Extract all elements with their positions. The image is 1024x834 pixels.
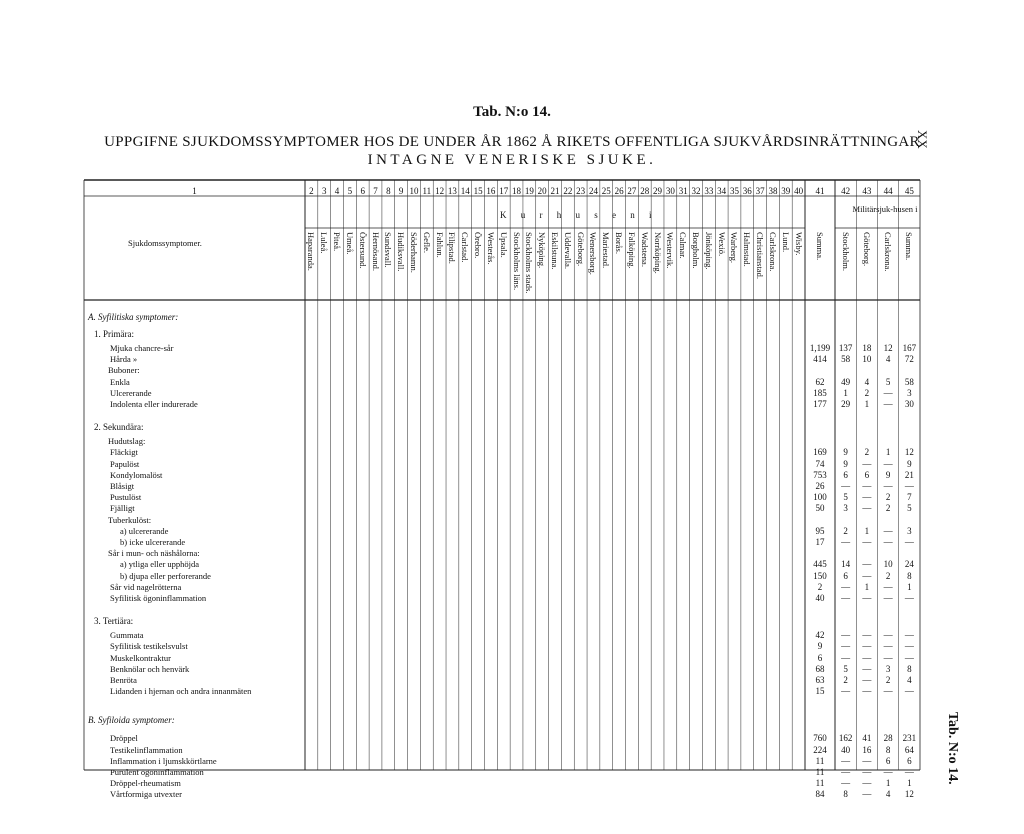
military-value: 6	[907, 755, 912, 766]
row-total: 95	[815, 525, 825, 536]
military-value: —	[841, 652, 851, 663]
military-value: —	[904, 593, 914, 603]
military-value: 10	[883, 559, 893, 570]
military-value: —	[862, 593, 872, 603]
military-value: —	[883, 537, 893, 547]
kurhusen-group-header: K u r h u s e n i	[500, 210, 658, 220]
military-value: 58	[904, 376, 914, 387]
military-value: —	[862, 663, 872, 674]
military-value: 8	[907, 663, 912, 674]
row-total: 9	[817, 641, 823, 652]
row-label: a) ulcererande	[120, 525, 169, 536]
row-label: Papulöst	[110, 458, 140, 469]
place-name: Warberg.	[729, 232, 740, 264]
military-value: —	[862, 559, 872, 570]
military-value: 18	[862, 343, 872, 353]
place-name: Nyköping.	[537, 232, 548, 269]
place-name: Uddevalla.	[562, 232, 573, 270]
place-name: Christianstad.	[755, 232, 766, 279]
column-number: 22	[563, 186, 573, 196]
row-total: 11	[815, 778, 825, 789]
group-title: 2. Sekundära:	[94, 422, 144, 433]
column-number: 35	[729, 186, 739, 196]
military-value: 167	[902, 343, 917, 353]
military-value: 72	[904, 354, 914, 365]
place-name: Westerås.	[485, 232, 496, 265]
column-number: 37	[755, 186, 765, 196]
military-value: —	[883, 767, 893, 777]
military-value: 16	[862, 744, 872, 755]
military-value: 9	[843, 458, 848, 469]
place-name: Westervik.	[665, 232, 676, 269]
place-name: Filipstad.	[447, 232, 458, 264]
military-value: —	[883, 686, 893, 697]
row-label: Mjuka chancre-sår	[110, 343, 174, 353]
row-total: 414	[813, 354, 827, 365]
column-number: 2	[309, 186, 314, 196]
military-value: 6	[843, 469, 848, 480]
column-number: 40	[794, 186, 804, 196]
military-value: 3	[907, 387, 912, 398]
row-label: Fläckigt	[110, 447, 138, 458]
column-number: 18	[512, 186, 522, 196]
row-total: 169	[813, 447, 827, 458]
column-number: 16	[486, 186, 496, 196]
row-label: Testikelinflammation	[110, 744, 183, 755]
column-number: 19	[524, 186, 534, 196]
military-value: 2	[885, 503, 891, 514]
military-value: 2	[864, 447, 870, 458]
military-value: 5	[885, 376, 891, 387]
military-value: —	[841, 778, 851, 789]
column-number: 5	[347, 186, 353, 196]
military-value: —	[883, 581, 893, 592]
row-label: Dröppel	[110, 733, 138, 744]
military-value: 9	[907, 458, 912, 469]
military-value: 21	[904, 469, 914, 480]
group-title: 3. Tertiära:	[94, 616, 134, 627]
column-number: 21	[550, 186, 560, 196]
column-number: 30	[665, 186, 675, 196]
military-value: 9	[885, 469, 891, 480]
row-label: Sår i mun- och näshålorna:	[108, 548, 200, 559]
military-value: —	[862, 537, 872, 547]
column-number: 3	[321, 186, 327, 196]
place-name: Östersund.	[357, 232, 368, 269]
place-name: Halmstad.	[742, 232, 753, 267]
place-name: Gefle.	[421, 232, 432, 254]
column-number: 28	[640, 186, 650, 196]
military-value: 12	[883, 343, 893, 353]
military-value: —	[904, 641, 914, 652]
military-value: —	[883, 593, 893, 603]
military-value: 4	[885, 354, 891, 365]
military-value: —	[883, 481, 893, 491]
place-name: Summa.	[904, 232, 915, 261]
place-name: Söderhamn.	[408, 232, 419, 273]
military-value: 137	[838, 343, 853, 353]
column-number: 14	[460, 186, 470, 196]
place-name: Jönköping.	[703, 232, 714, 270]
row-total: 760	[813, 733, 827, 744]
row-label: Lidanden i hjernan och andra innanmäten	[110, 686, 252, 697]
row-total: 150	[813, 570, 827, 581]
row-total: 74	[815, 458, 825, 469]
row-total: 1,199	[809, 343, 831, 353]
place-name: Norrköping.	[652, 232, 663, 274]
military-value: —	[904, 537, 914, 547]
place-name: Stockholms stads.	[524, 232, 535, 294]
row-label: Pustulöst	[110, 492, 142, 503]
place-name: Haparanda.	[306, 232, 317, 271]
military-value: —	[862, 503, 872, 514]
military-value: —	[883, 641, 893, 652]
military-value: 1	[907, 581, 912, 592]
military-value: 24	[904, 559, 914, 570]
row-label: Purulent ögoninflammation	[110, 767, 204, 777]
column-number: 13	[447, 186, 457, 196]
row-total: 63	[815, 675, 825, 685]
military-value: 6	[843, 570, 848, 581]
row-label: Hudutslag:	[108, 436, 146, 447]
column-number: 27	[627, 186, 637, 196]
column-number: 7	[373, 186, 378, 196]
place-name: Summa.	[815, 232, 825, 261]
military-value: 10	[862, 354, 872, 365]
column-number: 4	[334, 186, 340, 196]
column-number: 23	[576, 186, 586, 196]
military-value: 162	[838, 733, 853, 744]
row-total: 50	[815, 503, 825, 514]
military-value: —	[883, 399, 893, 409]
place-name: Hudiksvall.	[396, 232, 407, 272]
row-label: b) djupa eller perforerande	[120, 570, 211, 581]
column-number: 38	[768, 186, 778, 196]
place-name: Göteborg.	[861, 232, 872, 267]
military-value: 5	[843, 492, 848, 503]
row-total: 84	[815, 789, 825, 800]
page-number-marker: XX	[915, 130, 930, 149]
row-label: Blåsigt	[110, 481, 135, 491]
place-name: Upsala.	[498, 232, 509, 258]
military-value: 4	[907, 675, 912, 685]
table-number: Tab. N:o 14.	[473, 104, 551, 120]
military-value: —	[841, 537, 851, 547]
column-number: 45	[904, 186, 914, 196]
military-value: 3	[885, 663, 891, 674]
row-label: Hårda »	[110, 354, 138, 365]
military-value: 5	[907, 503, 912, 514]
column-number: 32	[691, 186, 701, 196]
column-number: 34	[717, 186, 727, 196]
place-name: Wexiö.	[716, 232, 727, 257]
row-label: Vårtformiga utvexter	[110, 789, 182, 800]
military-value: 12	[904, 789, 914, 800]
military-value: —	[904, 481, 914, 491]
row-total: 15	[815, 686, 825, 697]
military-value: —	[862, 767, 872, 777]
place-name: Piteå.	[332, 232, 343, 252]
row-label: Dröppel-rheumatism	[110, 778, 181, 789]
column-number: 39	[781, 186, 791, 196]
row-total: 40	[815, 593, 825, 603]
military-value: 5	[843, 663, 848, 674]
military-value: 1	[907, 778, 912, 789]
military-value: —	[862, 789, 872, 800]
column-number: 9	[398, 186, 404, 196]
military-value: —	[883, 630, 893, 641]
row-label: Indolenta eller indurerade	[110, 399, 198, 409]
military-value: 2	[885, 675, 891, 685]
military-value: 40	[841, 744, 851, 755]
row-label: Fjälligt	[110, 503, 135, 514]
military-value: 4	[885, 789, 891, 800]
column-number: 1	[192, 186, 197, 196]
place-name: Wenersborg.	[588, 232, 599, 275]
military-value: —	[862, 458, 872, 469]
military-value: 1	[864, 581, 870, 592]
military-value: 8	[907, 570, 912, 581]
row-label: Inflammation i ljumskkörtlarne	[110, 755, 217, 766]
military-value: —	[862, 686, 872, 697]
military-value: —	[862, 570, 872, 581]
row-total: 185	[813, 387, 827, 398]
column-number: 20	[537, 186, 547, 196]
military-value: 8	[843, 789, 848, 800]
military-value: —	[862, 778, 872, 789]
column-number: 36	[742, 186, 752, 196]
place-name: Göteborg.	[575, 232, 586, 267]
military-value: —	[883, 458, 893, 469]
column-number: 12	[435, 186, 445, 196]
military-value: —	[904, 652, 914, 663]
place-name: Stockholm.	[840, 232, 851, 271]
row-label: Enkla	[110, 376, 130, 387]
place-name: Umeå.	[344, 232, 355, 255]
military-value: —	[841, 767, 851, 777]
place-name: Hernösand.	[370, 232, 381, 271]
row-label: b) icke ulcererande	[120, 537, 186, 547]
place-name: Fahlun.	[434, 232, 445, 258]
column-number: 41	[815, 186, 825, 196]
row-label: Benknölar och henvärk	[110, 663, 190, 674]
military-value: —	[841, 686, 851, 697]
military-value: 1	[885, 447, 891, 458]
column-number: 11	[422, 186, 432, 196]
row-total: 17	[815, 537, 825, 547]
military-value: —	[862, 492, 872, 503]
military-value: —	[841, 481, 851, 491]
row-label: Sår vid nagelrötterna	[110, 581, 182, 592]
military-value: —	[841, 593, 851, 603]
row-label: Muskelkontraktur	[110, 652, 171, 663]
military-value: —	[841, 641, 851, 652]
column-number: 24	[588, 186, 598, 196]
column-number: 42	[841, 186, 851, 196]
row-total: 62	[815, 376, 825, 387]
military-value: 9	[843, 447, 848, 458]
military-value: 29	[841, 399, 851, 409]
row-label: Tuberkulöst:	[108, 514, 152, 525]
place-name: Falköping.	[626, 232, 637, 269]
military-value: 2	[864, 387, 870, 398]
row-total: 2	[817, 581, 823, 592]
place-name: Carlskrona.	[883, 232, 894, 272]
military-value: —	[904, 630, 914, 641]
place-name: Mariestad.	[601, 232, 612, 269]
column-number: 44	[883, 186, 893, 196]
column-number: 25	[601, 186, 611, 196]
column-number: 15	[473, 186, 483, 196]
military-value: —	[862, 481, 872, 491]
row-total: 11	[815, 755, 825, 766]
column-number: 29	[653, 186, 663, 196]
place-name: Eskilstuna.	[550, 232, 560, 270]
row-total: 224	[813, 744, 827, 755]
military-value: —	[862, 630, 872, 641]
place-name: Carlstad.	[460, 232, 471, 263]
military-value: 6	[864, 469, 870, 480]
military-value: —	[862, 755, 872, 766]
military-value: 7	[907, 492, 912, 503]
military-value: —	[904, 686, 914, 697]
military-value: —	[862, 641, 872, 652]
row-label: Kondylomalöst	[110, 469, 163, 480]
military-value: —	[841, 581, 851, 592]
row-total: 11	[815, 767, 825, 777]
page-title: UPPGIFNE SJUKDOMSSYMPTOMER HOS DE UNDER ÅR 1862 Å RIKETS OFFENTLIGA SJUKVÅRDSINRÄTTNINGAR	[104, 134, 920, 150]
column-number: 17	[499, 186, 509, 196]
military-value: 1	[864, 399, 870, 409]
military-value: 28	[883, 733, 893, 744]
row-total: 6	[817, 652, 823, 663]
military-value: 58	[841, 354, 851, 365]
military-value: —	[862, 652, 872, 663]
row-label: Benröta	[110, 675, 137, 685]
military-value: 12	[904, 447, 914, 458]
place-name: Wadstena.	[639, 232, 650, 267]
row-total: 753	[813, 469, 827, 480]
column-number: 26	[614, 186, 624, 196]
group-title: 1. Primära:	[94, 329, 134, 339]
row-total: 26	[815, 481, 825, 491]
column-number: 33	[704, 186, 714, 196]
military-value: —	[841, 630, 851, 641]
military-value: 231	[902, 733, 917, 744]
row-label: Gummata	[110, 630, 144, 641]
row-total: 42	[815, 630, 825, 641]
row-total: 100	[813, 492, 827, 503]
military-value: 2	[843, 675, 848, 685]
row-header-label: Sjukdomssymptomer.	[128, 238, 202, 248]
place-name: Örebro.	[473, 232, 484, 259]
row-label: Syfilitisk testikelsvulst	[110, 641, 188, 652]
military-value: —	[904, 767, 914, 777]
military-value: —	[883, 525, 893, 536]
row-label: Syfilitisk ögoninflammation	[110, 593, 207, 603]
place-name: Sundsvall.	[383, 232, 394, 268]
row-label: a) ytliga eller upphöjda	[120, 559, 200, 570]
place-name: Borgholm.	[691, 232, 702, 269]
page-subtitle: INTAGNE VENERISKE SJUKE.	[367, 152, 657, 168]
military-value: 64	[904, 744, 914, 755]
military-value: 1	[843, 387, 848, 398]
row-total: 68	[815, 663, 825, 674]
place-name: Lund.	[780, 232, 791, 253]
row-total: 445	[813, 559, 827, 570]
place-name: Borås.	[614, 232, 625, 254]
military-value: —	[841, 755, 851, 766]
military-value: —	[883, 652, 893, 663]
column-number: 43	[862, 186, 872, 196]
military-group-header: Militärsjuk-husen i	[852, 204, 918, 214]
military-value: 8	[885, 744, 891, 755]
place-name: Luleå.	[319, 232, 330, 254]
column-number: 8	[386, 186, 391, 196]
column-number: 10	[409, 186, 419, 196]
military-value: —	[862, 675, 872, 685]
military-value: 2	[843, 525, 848, 536]
military-value: —	[883, 387, 893, 398]
section-title: B. Syfiloida symptomer:	[88, 715, 175, 726]
row-total: 177	[813, 399, 827, 409]
place-name: Carlskrona.	[767, 232, 778, 272]
row-label: Buboner:	[108, 365, 140, 376]
military-value: 4	[864, 376, 870, 387]
military-value: 3	[843, 503, 848, 514]
military-value: 49	[841, 376, 851, 387]
military-value: 6	[885, 755, 891, 766]
military-value: 30	[904, 399, 914, 409]
military-value: 2	[885, 570, 891, 581]
military-value: 1	[885, 778, 891, 789]
place-name: Calmar.	[678, 232, 689, 259]
column-number: 6	[360, 186, 365, 196]
side-table-label: Tab. N:o 14.	[945, 712, 960, 785]
place-name: Stockholms läns.	[511, 232, 522, 291]
military-value: 2	[885, 492, 891, 503]
military-value: 41	[862, 733, 872, 744]
military-value: 1	[864, 525, 870, 536]
place-name: Wisby.	[793, 232, 804, 256]
military-value: 14	[841, 559, 851, 570]
military-value: 3	[907, 525, 912, 536]
column-number: 31	[678, 186, 688, 196]
row-label: Ulcererande	[110, 387, 152, 398]
section-title: A. Syfilitiska symptomer:	[88, 312, 179, 322]
